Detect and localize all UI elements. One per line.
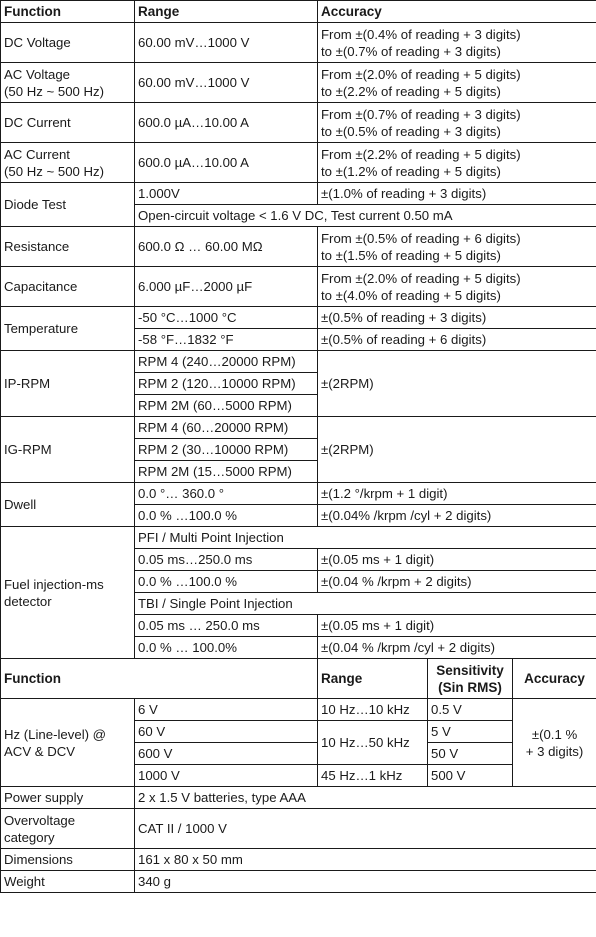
range-cell: 600.0 Ω … 60.00 MΩ — [135, 227, 318, 267]
header-range: Range — [135, 1, 318, 23]
header-function: Function — [1, 659, 318, 699]
label-line: Overvoltage — [4, 812, 76, 828]
range-cell: -50 °C…1000 °C — [135, 307, 318, 329]
header-function: Function — [1, 1, 135, 23]
accuracy-cell — [513, 699, 596, 787]
accuracy-cell: ±(0.5% of reading + 6 digits) — [318, 329, 596, 351]
accuracy-line: From ±(2.0% of reading + 5 digits) — [321, 270, 521, 286]
function-cell — [1, 63, 135, 103]
accuracy-cell — [318, 23, 596, 63]
function-cell: Temperature — [1, 307, 135, 351]
subheading-cell: TBI / Single Point Injection — [135, 593, 596, 615]
range-cell: 10 Hz…10 kHz — [318, 699, 428, 721]
accuracy-cell: ±(1.2 °/krpm + 1 digit) — [318, 483, 596, 505]
function-cell: DC Voltage — [1, 23, 135, 63]
row-capacitance — [1, 267, 596, 307]
header-accuracy: Accuracy — [513, 659, 596, 699]
row-power-supply — [1, 787, 596, 809]
accuracy-cell — [318, 63, 596, 103]
header-range: Range — [318, 659, 428, 699]
function-line: (50 Hz ~ 500 Hz) — [4, 163, 105, 179]
row-overvoltage — [1, 809, 596, 849]
spec-header-row — [1, 1, 596, 23]
voltage-cell: 6 V — [135, 699, 318, 721]
accuracy-cell: ±(0.04% /krpm /cyl + 2 digits) — [318, 505, 596, 527]
range-cell: 6.000 µF…2000 µF — [135, 267, 318, 307]
range-cell: 60.00 mV…1000 V — [135, 63, 318, 103]
row-ig-rpm-1 — [1, 417, 596, 439]
hz-header-row — [1, 659, 596, 699]
row-dwell-deg — [1, 483, 596, 505]
accuracy-line: to ±(2.2% of reading + 5 digits) — [321, 83, 501, 99]
function-cell — [1, 699, 135, 787]
accuracy-line: to ±(1.5% of reading + 5 digits) — [321, 247, 501, 263]
function-line: AC Voltage — [4, 66, 70, 82]
accuracy-cell: ±(0.5% of reading + 3 digits) — [318, 307, 596, 329]
row-ip-rpm-1 — [1, 351, 596, 373]
row-fuel-pfi-title — [1, 527, 596, 549]
function-line: AC Current — [4, 146, 70, 162]
voltage-cell: 60 V — [135, 721, 318, 743]
sensitivity-cell: 50 V — [428, 743, 513, 765]
label-cell: Power supply — [1, 787, 135, 809]
accuracy-cell — [318, 103, 596, 143]
sensitivity-cell: 0.5 V — [428, 699, 513, 721]
label-line: category — [4, 829, 55, 845]
function-line: detector — [4, 593, 52, 609]
range-cell: 0.05 ms…250.0 ms — [135, 549, 318, 571]
range-cell: RPM 4 (60…20000 RPM) — [135, 417, 318, 439]
accuracy-line: to ±(4.0% of reading + 5 digits) — [321, 287, 501, 303]
value-cell: 340 g — [135, 871, 596, 893]
accuracy-cell: ±(1.0% of reading + 3 digits) — [318, 183, 596, 205]
function-cell — [1, 143, 135, 183]
function-cell: Dwell — [1, 483, 135, 527]
sensitivity-cell: 5 V — [428, 721, 513, 743]
value-cell: 161 x 80 x 50 mm — [135, 849, 596, 871]
row-hz-6v — [1, 699, 596, 721]
accuracy-line: to ±(1.2% of reading + 5 digits) — [321, 163, 501, 179]
function-cell: Capacitance — [1, 267, 135, 307]
row-diode-test — [1, 183, 596, 205]
range-cell: 600.0 µA…10.00 A — [135, 103, 318, 143]
accuracy-line: From ±(2.2% of reading + 5 digits) — [321, 146, 521, 162]
range-cell: RPM 4 (240…20000 RPM) — [135, 351, 318, 373]
accuracy-cell: ±(2RPM) — [318, 351, 596, 417]
accuracy-line: From ±(0.5% of reading + 6 digits) — [321, 230, 521, 246]
range-cell: 0.0 % …100.0 % — [135, 505, 318, 527]
function-cell: DC Current — [1, 103, 135, 143]
accuracy-line: ±(0.1 % — [531, 726, 578, 742]
label-cell — [1, 809, 135, 849]
accuracy-line: From ±(2.0% of reading + 5 digits) — [321, 66, 521, 82]
header-line: (Sin RMS) — [438, 679, 502, 695]
function-cell: Diode Test — [1, 183, 135, 227]
row-ac-current — [1, 143, 596, 183]
accuracy-cell: ±(0.04 % /krpm + 2 digits) — [318, 571, 596, 593]
range-cell: RPM 2 (120…10000 RPM) — [135, 373, 318, 395]
range-cell: 0.0 % … 100.0% — [135, 637, 318, 659]
row-temperature-c — [1, 307, 596, 329]
function-cell — [1, 527, 135, 659]
row-dc-voltage — [1, 23, 596, 63]
label-cell: Weight — [1, 871, 135, 893]
label-cell: Dimensions — [1, 849, 135, 871]
row-ac-voltage — [1, 63, 596, 103]
range-cell: 0.05 ms … 250.0 ms — [135, 615, 318, 637]
range-cell: RPM 2 (30…10000 RPM) — [135, 439, 318, 461]
accuracy-cell: ±(0.04 % /krpm /cyl + 2 digits) — [318, 637, 596, 659]
range-cell: 60.00 mV…1000 V — [135, 23, 318, 63]
range-cell: 1.000V — [135, 183, 318, 205]
accuracy-cell: ±(2RPM) — [318, 417, 596, 483]
header-line: Sensitivity — [436, 662, 504, 678]
range-cell: 0.0 % …100.0 % — [135, 571, 318, 593]
row-dc-current — [1, 103, 596, 143]
function-cell: IP-RPM — [1, 351, 135, 417]
accuracy-cell — [318, 227, 596, 267]
function-line: ACV & DCV — [4, 743, 76, 759]
function-line: (50 Hz ~ 500 Hz) — [4, 83, 105, 99]
function-cell: Resistance — [1, 227, 135, 267]
header-accuracy: Accuracy — [318, 1, 596, 23]
range-cell: 0.0 °… 360.0 ° — [135, 483, 318, 505]
value-cell: 2 x 1.5 V batteries, type AAA — [135, 787, 596, 809]
accuracy-cell — [318, 267, 596, 307]
subheading-cell: PFI / Multi Point Injection — [135, 527, 596, 549]
range-cell: RPM 2M (60…5000 RPM) — [135, 395, 318, 417]
range-cell: 10 Hz…50 kHz — [318, 721, 428, 765]
voltage-cell: 600 V — [135, 743, 318, 765]
note-cell: Open-circuit voltage < 1.6 V DC, Test current 0.50 mA — [135, 205, 596, 227]
function-cell: IG-RPM — [1, 417, 135, 483]
row-weight — [1, 871, 596, 893]
range-cell: 600.0 µA…10.00 A — [135, 143, 318, 183]
accuracy-line: From ±(0.4% of reading + 3 digits) — [321, 26, 521, 42]
accuracy-cell: ±(0.05 ms + 1 digit) — [318, 549, 596, 571]
range-cell: -58 °F…1832 °F — [135, 329, 318, 351]
value-cell: CAT II / 1000 V — [135, 809, 596, 849]
header-sensitivity — [428, 659, 513, 699]
accuracy-line: to ±(0.5% of reading + 3 digits) — [321, 123, 501, 139]
row-dimensions — [1, 849, 596, 871]
function-line: Hz (Line-level) @ — [4, 726, 107, 742]
range-cell: 45 Hz…1 kHz — [318, 765, 428, 787]
function-line: Fuel injection-ms — [4, 576, 104, 592]
accuracy-line: to ±(0.7% of reading + 3 digits) — [321, 43, 501, 59]
sensitivity-cell: 500 V — [428, 765, 513, 787]
accuracy-cell: ±(0.05 ms + 1 digit) — [318, 615, 596, 637]
accuracy-cell — [318, 143, 596, 183]
accuracy-line: From ±(0.7% of reading + 3 digits) — [321, 106, 521, 122]
voltage-cell: 1000 V — [135, 765, 318, 787]
accuracy-line: + 3 digits) — [525, 743, 584, 759]
range-cell: RPM 2M (15…5000 RPM) — [135, 461, 318, 483]
row-resistance — [1, 227, 596, 267]
